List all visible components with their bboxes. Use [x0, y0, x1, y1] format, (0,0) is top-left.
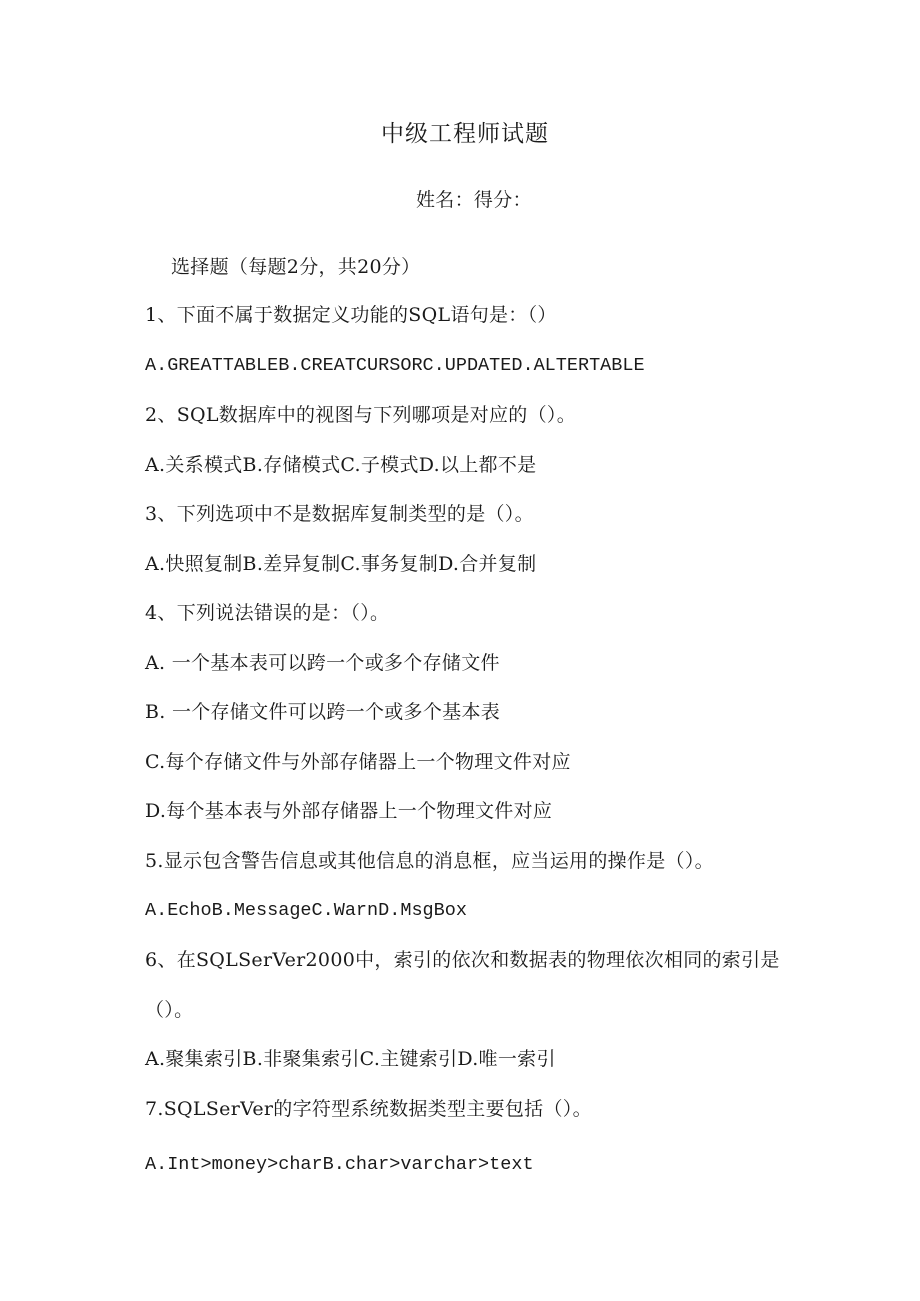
question-3-options: A.快照复制B.差异复制C.事务复制D.合并复制 — [145, 553, 537, 575]
question-4-option-a: A. 一个基本表可以跨一个或多个存储文件 — [145, 652, 500, 674]
question-5-stem: 5.显示包含警告信息或其他信息的消息框，应当运用的操作是（）。 — [145, 850, 714, 872]
question-6-options: A.聚集索引B.非聚集索引C.主键索引D.唯一索引 — [145, 1048, 556, 1070]
name-score-fields: 姓名：得分： — [416, 189, 532, 211]
section-heading: 选择题（每题2分，共20分） — [171, 256, 421, 278]
question-4-option-d: D.每个基本表与外部存储器上一个物理文件对应 — [145, 800, 553, 822]
question-2-options: A.关系模式B.存储模式C.子模式D.以上都不是 — [145, 454, 537, 476]
question-3-stem: 3、下列选项中不是数据库复制类型的是（）。 — [145, 503, 534, 525]
question-7-options: A.Int>money>charB.char>varchar>text — [145, 1154, 534, 1175]
question-6-stem-continued: （）。 — [145, 999, 194, 1021]
question-4-option-c: C.每个存储文件与外部存储器上一个物理文件对应 — [145, 751, 571, 773]
question-2-stem: 2、SQL数据库中的视图与下列哪项是对应的（）。 — [145, 404, 576, 426]
exam-title: 中级工程师试题 — [381, 121, 549, 147]
question-6-stem: 6、在SQLSerVer2000中，索引的依次和数据表的物理依次相同的索引是 — [145, 949, 780, 971]
question-1-stem: 1、下面不属于数据定义功能的SQL语句是：（） — [145, 304, 557, 326]
question-7-stem: 7.SQLSerVer的字符型系统数据类型主要包括（）。 — [145, 1098, 592, 1120]
question-4-option-b: B. 一个存储文件可以跨一个或多个基本表 — [145, 701, 501, 723]
question-4-stem: 4、下列说法错误的是：（）。 — [145, 602, 390, 624]
question-5-options: A.EchoB.MessageC.WarnD.MsgBox — [145, 900, 467, 921]
question-1-options: A.GREATTABLEB.CREATCURSORC.UPDATED.ALTERTABLE — [145, 355, 645, 376]
